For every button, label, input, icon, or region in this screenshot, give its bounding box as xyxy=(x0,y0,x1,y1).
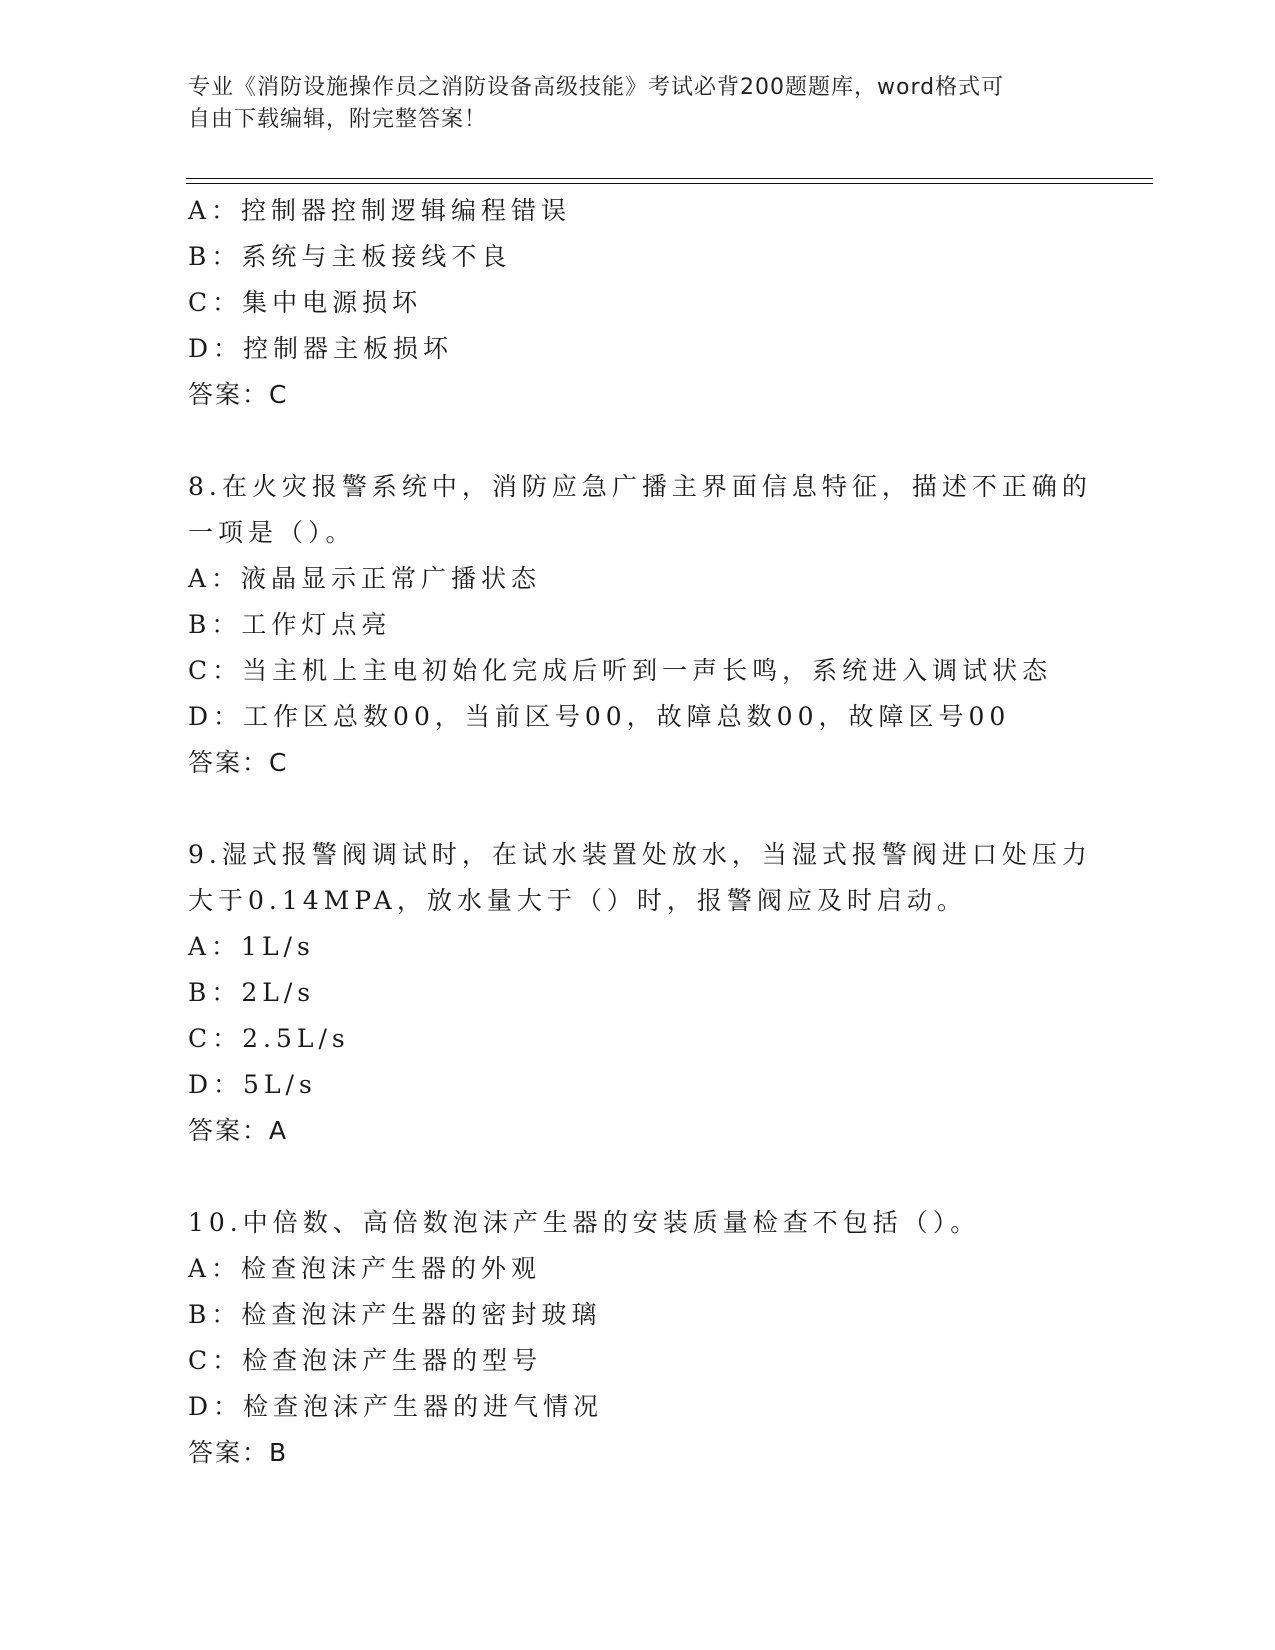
question-stem: 9.湿式报警阀调试时，在试水装置处放水，当湿式报警阀进口处压力 xyxy=(188,840,1092,869)
option-c: C：当主机上主电初始化完成后听到一声长鸣，系统进入调试状态 xyxy=(188,656,1053,685)
answer: 答案：C xyxy=(188,380,289,409)
option-c: C：检查泡沫产生器的型号 xyxy=(188,1346,543,1375)
option-c: C：集中电源损坏 xyxy=(188,288,423,317)
question-9 xyxy=(188,832,1092,1154)
option-a: A：1L/s xyxy=(188,932,315,961)
spacer xyxy=(188,1154,1068,1200)
option-a: A：液晶显示正常广播状态 xyxy=(188,564,542,593)
header-divider-top xyxy=(186,178,1153,179)
option-b: B：检查泡沫产生器的密封玻璃 xyxy=(188,1300,602,1329)
question-stem: 10.中倍数、高倍数泡沫产生器的安装质量检查不包括（）。 xyxy=(188,1208,981,1237)
spacer xyxy=(188,418,1068,464)
option-d: D：5L/s xyxy=(188,1070,317,1099)
question-7 xyxy=(188,188,1068,418)
option-a: A：检查泡沫产生器的外观 xyxy=(188,1254,542,1283)
option-d: D：控制器主板损坏 xyxy=(188,334,454,363)
question-list xyxy=(188,188,1092,1476)
question-stem: 8.在火灾报警系统中，消防应急广播主界面信息特征，描述不正确的 xyxy=(188,472,1092,501)
answer: 答案：C xyxy=(188,748,289,777)
question-10 xyxy=(188,1200,1068,1476)
option-b: B：工作灯点亮 xyxy=(188,610,392,639)
question-8 xyxy=(188,464,1092,786)
header-line-2: 自由下载编辑，附完整答案！ xyxy=(188,107,488,132)
document-header xyxy=(188,72,1068,136)
question-stem-cont: 一项是（）。 xyxy=(188,518,356,547)
answer: 答案：A xyxy=(188,1116,289,1145)
option-d: D：工作区总数00，当前区号00，故障总数00，故障区号00 xyxy=(188,702,1011,731)
question-stem-cont: 大于0.14MPA，放水量大于（）时，报警阀应及时启动。 xyxy=(188,886,967,915)
header-divider-bottom xyxy=(186,183,1153,184)
option-a: A：控制器控制逻辑编程错误 xyxy=(188,196,572,225)
option-d: D：检查泡沫产生器的进气情况 xyxy=(188,1392,604,1421)
spacer xyxy=(188,786,1068,832)
option-b: B：2L/s xyxy=(188,978,316,1007)
answer: 答案：B xyxy=(188,1438,289,1467)
option-b: B：系统与主板接线不良 xyxy=(188,242,512,271)
option-c: C：2.5L/s xyxy=(188,1024,350,1053)
header-line-1: 专业《消防设施操作员之消防设备高级技能》考试必背200题题库，word格式可 xyxy=(188,75,1005,100)
